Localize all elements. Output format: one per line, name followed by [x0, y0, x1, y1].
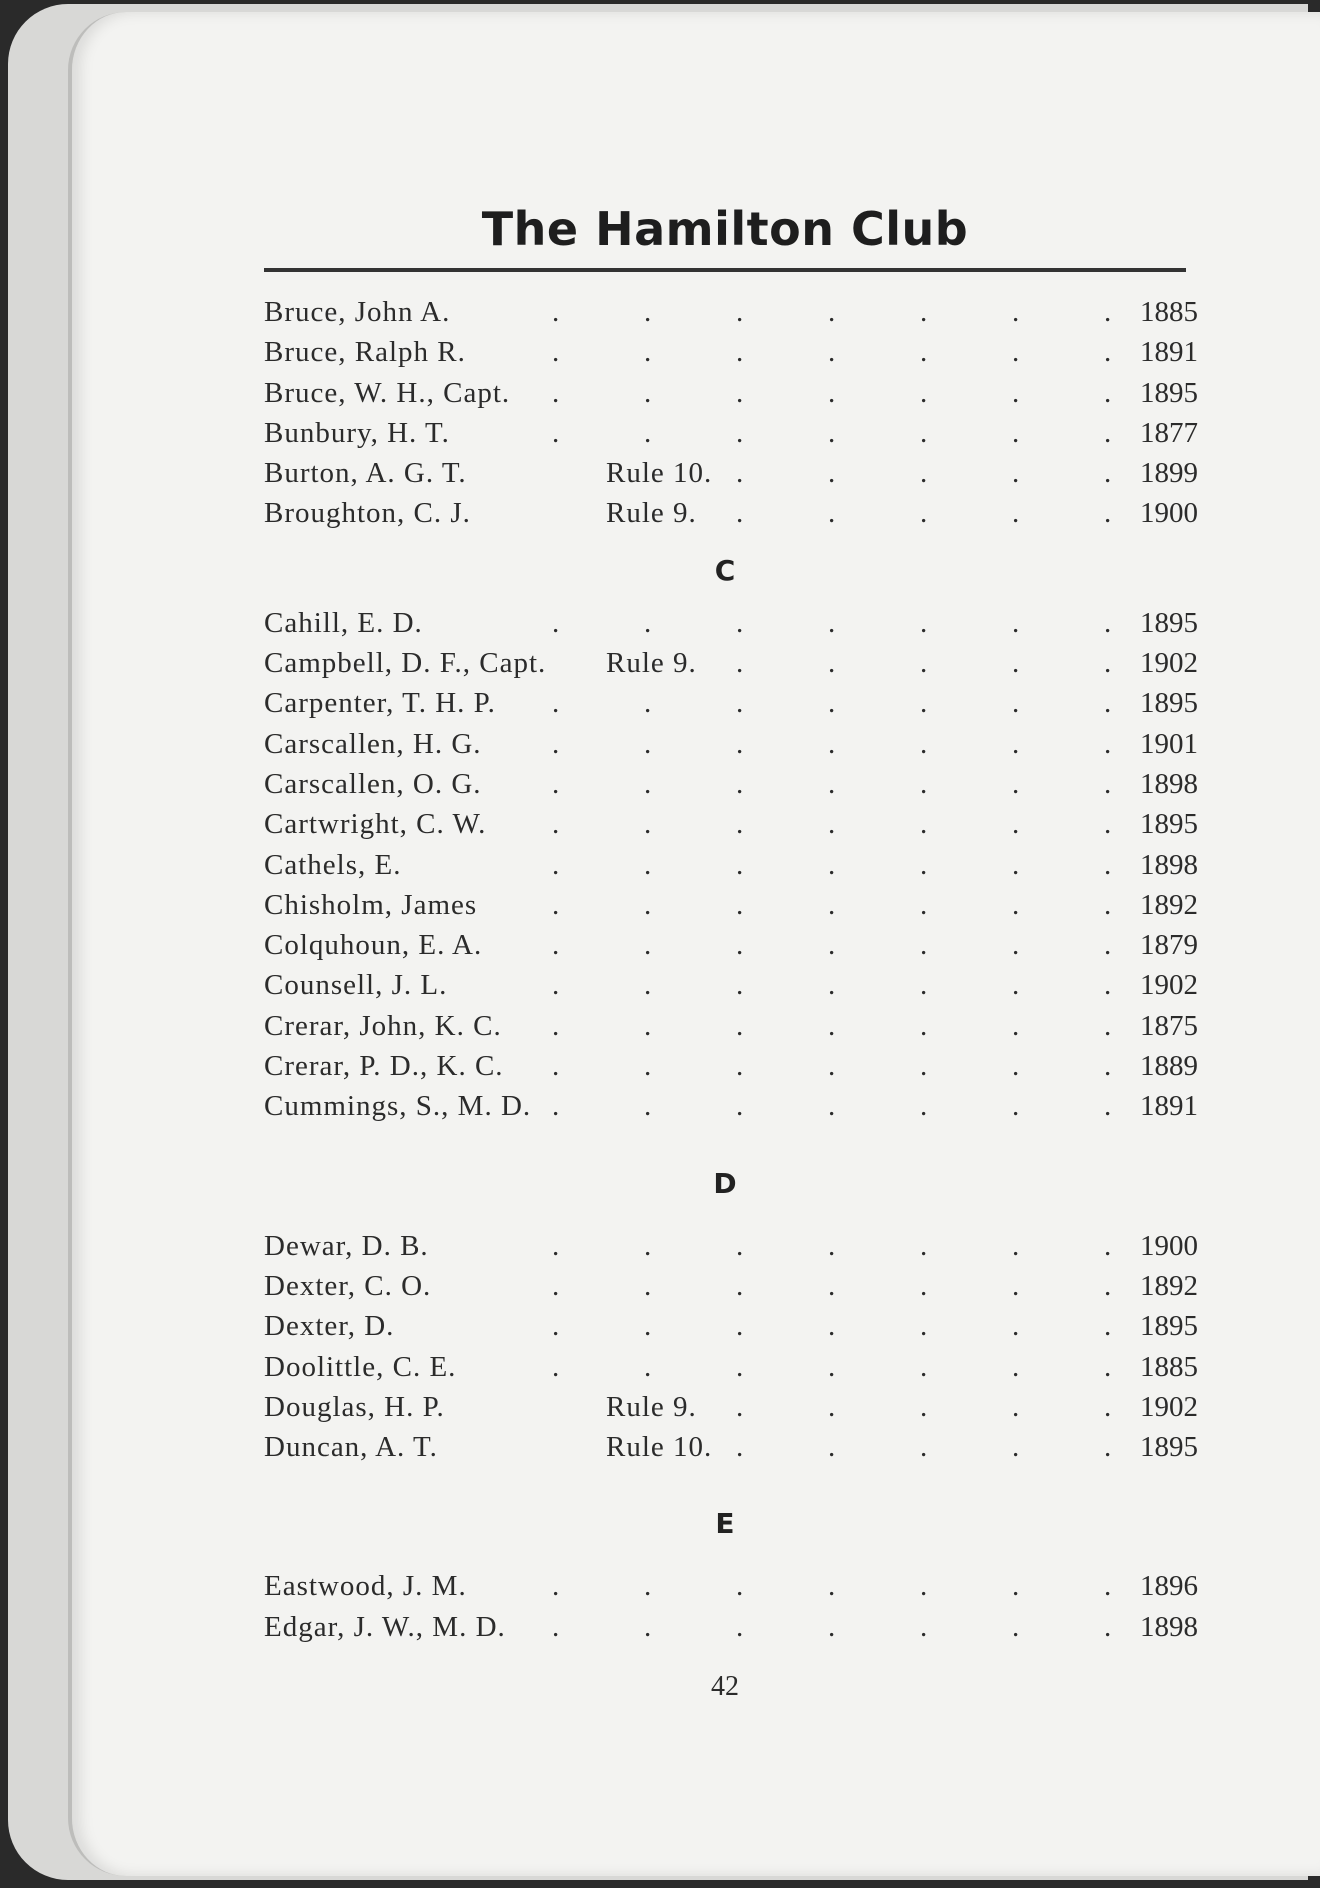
member-name: Cartwright, C. W.: [264, 808, 487, 841]
leader-dots: . . . . . . .: [552, 1310, 1113, 1343]
rule-note: Rule 9.: [606, 497, 697, 530]
member-row: [264, 727, 1198, 768]
member-row: [264, 647, 1198, 687]
leader-dots: . . . . . . .: [552, 767, 1113, 800]
member-row: [264, 1390, 1198, 1431]
member-row: [264, 808, 1198, 848]
member-name: Eastwood, J. M.: [264, 1570, 467, 1603]
member-row: [264, 1431, 1198, 1471]
title-rule: [264, 268, 1186, 272]
member-row: [264, 687, 1198, 727]
book-page: [68, 12, 1320, 1876]
election-year: 1891: [1140, 1090, 1198, 1123]
member-name: Cummings, S., M. D.: [264, 1090, 532, 1123]
member-row: [264, 497, 1198, 537]
member-row: [264, 1090, 1198, 1130]
member-name: Campbell, D. F., Capt.: [264, 647, 547, 680]
member-row: [264, 929, 1198, 969]
election-year: 1892: [1140, 1269, 1198, 1302]
leader-dots: . . . . .: [736, 647, 1113, 680]
election-year: 1900: [1140, 1229, 1198, 1262]
leader-dots: . . . . . . .: [552, 969, 1113, 1002]
leader-dots: . . . . .: [736, 497, 1113, 530]
member-name: Bruce, W. H., Capt.: [264, 376, 511, 409]
member-name: Carscallen, H. G.: [264, 727, 482, 760]
leader-dots: . . . . . . .: [552, 1229, 1113, 1262]
leader-dots: . . . . .: [736, 1431, 1113, 1464]
page-content: [264, 202, 1198, 1703]
election-year: 1895: [1140, 1310, 1198, 1343]
member-list: [264, 296, 1198, 1651]
member-name: Bunbury, H. T.: [264, 416, 450, 449]
leader-dots: . . . . . . .: [552, 606, 1113, 639]
rule-note: Rule 9.: [606, 647, 697, 680]
member-row: [264, 336, 1198, 376]
election-year: 1885: [1140, 296, 1198, 328]
election-year: 1900: [1140, 497, 1198, 530]
election-year: 1892: [1140, 888, 1198, 921]
member-name: Broughton, C. J.: [264, 497, 471, 530]
election-year: 1885: [1140, 1350, 1198, 1383]
leader-dots: . . . . . . .: [552, 929, 1113, 962]
election-year: 1902: [1140, 1390, 1198, 1423]
member-row: [264, 376, 1198, 417]
member-row: [264, 1350, 1198, 1391]
member-name: Dewar, D. B.: [264, 1229, 429, 1262]
member-row: [264, 1269, 1198, 1310]
member-name: Duncan, A. T.: [264, 1431, 438, 1464]
leader-dots: . . . . . . .: [552, 1009, 1113, 1042]
member-row: [264, 848, 1198, 889]
election-year: 1895: [1140, 1431, 1198, 1464]
page-title: The Hamilton Club: [481, 202, 969, 256]
leader-dots: . . . . .: [736, 457, 1113, 490]
election-year: 1899: [1140, 457, 1198, 490]
member-name: Crerar, P. D., K. C.: [264, 1050, 504, 1083]
election-year: 1898: [1140, 1610, 1198, 1643]
election-year: 1901: [1140, 727, 1198, 760]
rule-note: Rule 10.: [606, 457, 713, 490]
member-name: Colquhoun, E. A.: [264, 929, 483, 962]
member-name: Counsell, J. L.: [264, 969, 448, 1002]
leader-dots: . . . . . . .: [552, 1350, 1113, 1383]
rule-note: Rule 10.: [606, 1431, 713, 1464]
election-year: 1889: [1140, 1050, 1198, 1083]
leader-dots: . . . . . . .: [552, 376, 1113, 409]
election-year: 1891: [1140, 336, 1198, 369]
election-year: 1879: [1140, 929, 1198, 962]
member-name: Burton, A. G. T.: [264, 457, 467, 490]
leader-dots: . . . . . . .: [552, 296, 1113, 328]
election-year: 1902: [1140, 969, 1198, 1002]
election-year: 1895: [1140, 808, 1198, 841]
member-row: [264, 1050, 1198, 1090]
leader-dots: . . . . . . .: [552, 1610, 1113, 1643]
member-row: [264, 416, 1198, 457]
member-name: Dexter, C. O.: [264, 1269, 432, 1302]
member-name: Carscallen, O. G.: [264, 767, 482, 800]
page-number: 42: [711, 1671, 739, 1703]
member-name: Cahill, E. D.: [264, 606, 423, 639]
election-year: 1877: [1140, 416, 1198, 449]
member-name: Doolittle, C. E.: [264, 1350, 457, 1383]
election-year: 1895: [1140, 376, 1198, 409]
member-name: Bruce, Ralph R.: [264, 336, 466, 369]
member-row: [264, 1229, 1198, 1270]
leader-dots: . . . . . . .: [552, 1570, 1113, 1603]
leader-dots: . . . . . . .: [552, 808, 1113, 841]
election-year: 1875: [1140, 1009, 1198, 1042]
member-row: [264, 767, 1198, 808]
member-name: Douglas, H. P.: [264, 1390, 445, 1423]
member-row: [264, 1610, 1198, 1651]
leader-dots: . . . . . . .: [552, 1050, 1113, 1083]
member-name: Chisholm, James: [264, 888, 478, 921]
member-row: [264, 457, 1198, 497]
leader-dots: . . . . . . .: [552, 687, 1113, 720]
election-year: 1902: [1140, 647, 1198, 680]
section-letter: D: [713, 1166, 737, 1200]
leader-dots: . . . . . . .: [552, 416, 1113, 449]
member-row: [264, 606, 1198, 647]
leader-dots: . . . . . . .: [552, 336, 1113, 369]
member-row: [264, 1009, 1198, 1050]
election-year: 1898: [1140, 767, 1198, 800]
member-row: [264, 1570, 1198, 1610]
election-year: 1898: [1140, 848, 1198, 881]
member-row: [264, 969, 1198, 1009]
leader-dots: . . . . . . .: [552, 888, 1113, 921]
member-name: Carpenter, T. H. P.: [264, 687, 496, 720]
rule-note: Rule 9.: [606, 1390, 697, 1423]
member-name: Cathels, E.: [264, 848, 402, 881]
member-row: [264, 888, 1198, 929]
member-row: [264, 1310, 1198, 1350]
member-name: Edgar, J. W., M. D.: [264, 1610, 506, 1643]
election-year: 1896: [1140, 1570, 1198, 1603]
leader-dots: . . . . .: [736, 1390, 1113, 1423]
leader-dots: . . . . . . .: [552, 727, 1113, 760]
section-letter: E: [715, 1507, 735, 1541]
election-year: 1895: [1140, 687, 1198, 720]
member-name: Crerar, John, K. C.: [264, 1009, 502, 1042]
member-name: Dexter, D.: [264, 1310, 395, 1343]
member-name: Bruce, John A.: [264, 296, 451, 328]
leader-dots: . . . . . . .: [552, 848, 1113, 881]
section-letter: C: [714, 553, 736, 587]
leader-dots: . . . . . . .: [552, 1269, 1113, 1302]
leader-dots: . . . . . . .: [552, 1090, 1113, 1123]
member-row: [264, 296, 1198, 336]
election-year: 1895: [1140, 606, 1198, 639]
